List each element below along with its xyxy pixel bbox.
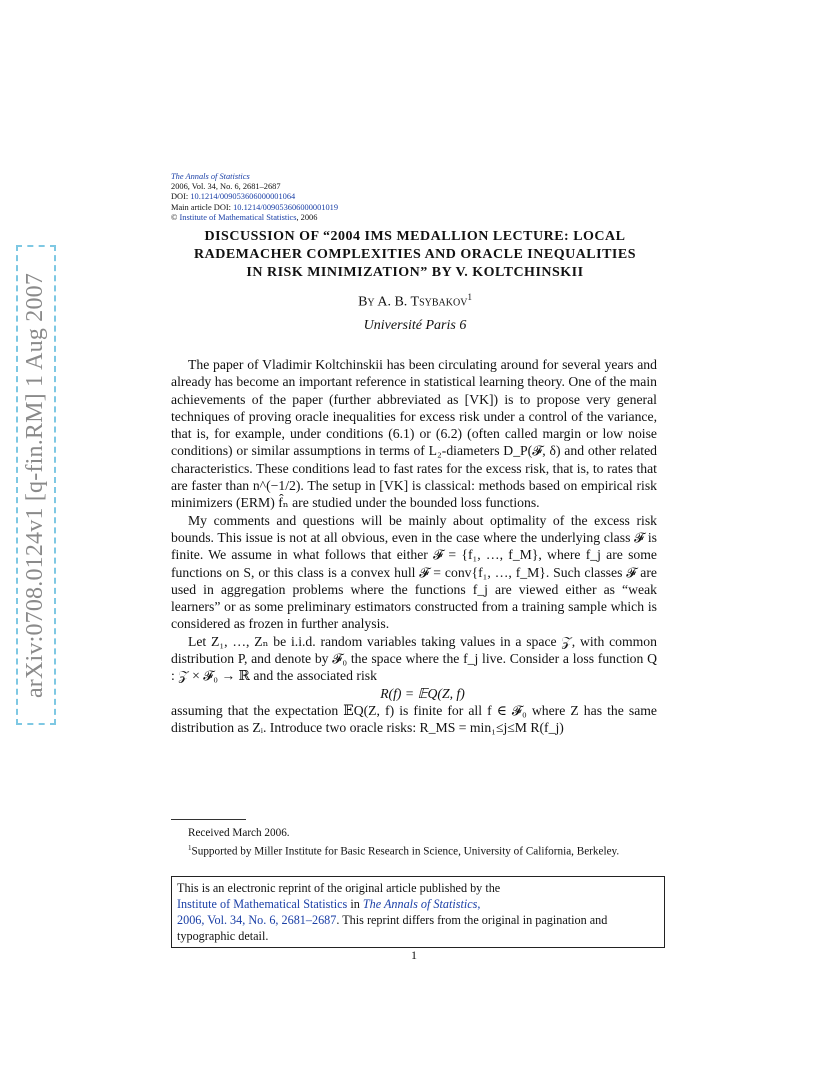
paragraph-1: The paper of Vladimir Koltchinskii has been circulating around for several years and already has become an important reference in statistical learning theory. One of the main achievements of the paper (further abbreviated as [VK]) is to propose very general techniques of proving oracle inequalities for excess risk under a control of the variance, that is, for example, under conditions (6.1) or (6.2) (often called margin or low noise conditions) or similar assumptions in terms of L₂-diameters D_P(𝓕, δ) and other related characteristics. These conditions lead to fast rates for the excess risk, that is, to rates that are faster than n^(−1/2). The setup in [VK] is classical: methods based on empirical risk minimizers (ERM) f̂ₙ are studied under the bounded loss functions. xyxy=(171,357,657,511)
footnotes xyxy=(171,826,657,859)
author-footnote-mark[interactable]: 1 xyxy=(467,292,472,302)
reprint-intro: This is an electronic reprint of the original article published by the xyxy=(177,881,501,895)
paragraph-2: My comments and questions will be mainly about optimality of the excess risk bounds. This issue is not at all obvious, even in the case where the underlying class 𝓕 is finite. We assume in what follows that either 𝓕 = {f₁, …, f_M}, where f_j are some functions on S, or this class is a convex hull 𝓕 = conv{f₁, …, f_M}. Such classes 𝓕 are used in aggregation problems where the functions f_j are viewed either as “weak learners” or as some preliminary estimators constructed from a training sample which is considered as frozen in further analysis. xyxy=(171,512,657,632)
reprint-rest: . This reprint differs from the original in pagination and typographic detail. xyxy=(177,913,608,943)
copyright-line xyxy=(171,213,471,223)
author-name: By A. B. Tsybakov xyxy=(358,294,468,310)
received-date: Received March 2006. xyxy=(188,827,290,839)
title-line-3: IN RISK MINIMIZATION” BY V. KOLTCHINSKII xyxy=(246,265,584,280)
page-number: 1 xyxy=(411,948,417,962)
support-footnote-text: Supported by Miller Institute for Basic Research in Science, University of California, Berkeley. xyxy=(191,845,620,858)
doi-line xyxy=(171,192,471,202)
copyright-year: , 2006 xyxy=(296,212,318,222)
volume-line: 2006, Vol. 34, No. 6, 2681–2687 xyxy=(171,182,281,192)
arxiv-stamp xyxy=(16,245,56,725)
copyright-org-link[interactable]: Institute of Mathematical Statistics xyxy=(179,212,297,222)
main-doi-label: Main article DOI: xyxy=(171,202,234,212)
doi-link[interactable]: 10.1214/009053606000001064 xyxy=(190,192,296,202)
paragraph-3: Let Z₁, …, Zₙ be i.i.d. random variables taking values in a space 𝒵, with common distribution P, and denote by 𝓕₀ the space where the f_j live. Consider a loss function Q : 𝒵 × 𝓕₀ → ℝ and the associated risk xyxy=(171,633,657,684)
paper-title xyxy=(170,228,660,282)
support-footnote xyxy=(171,841,657,859)
copyright-icon: © xyxy=(171,212,178,222)
title-line-1: DISCUSSION OF “2004 IMS MEDALLION LECTURE: LOCAL xyxy=(204,229,626,244)
footnote-rule xyxy=(171,819,246,820)
annals-link[interactable]: The Annals of Statistics xyxy=(362,897,478,911)
reprint-comma: , xyxy=(477,897,481,911)
risk-equation: R(f) = 𝔼Q(Z, f) xyxy=(380,685,465,701)
reprint-notice xyxy=(171,876,665,948)
journal-name[interactable]: The Annals of Statistics xyxy=(171,172,250,181)
paragraph-4: assuming that the expectation 𝔼Q(Z, f) is finite for all f ∈ 𝓕₀ where Z has the same distribution as Zᵢ. Introduce two oracle risks: R_MS = min₁≤j≤M R(f_j) xyxy=(171,702,657,736)
support-footnote-mark: 1 xyxy=(188,843,192,852)
main-doi-line xyxy=(171,203,471,213)
volume-link[interactable]: 2006, Vol. 34, No. 6, 2681–2687 xyxy=(177,913,337,927)
doi-label: DOI: xyxy=(171,192,191,202)
title-line-2: RADEMACHER COMPLEXITIES AND ORACLE INEQUALITIES xyxy=(193,247,636,262)
arxiv-stamp-text: arXiv:0708.0124v1 [q-fin.RM] 1 Aug 2007 xyxy=(22,272,49,698)
main-doi-link[interactable]: 10.1214/009053606000001019 xyxy=(233,202,339,212)
journal-header xyxy=(171,172,471,223)
author-line xyxy=(170,292,660,311)
reprint-in: in xyxy=(347,897,363,911)
ims-link[interactable]: Institute of Mathematical Statistics xyxy=(177,897,348,911)
affiliation: Université Paris 6 xyxy=(363,318,467,333)
article-body xyxy=(171,356,657,737)
